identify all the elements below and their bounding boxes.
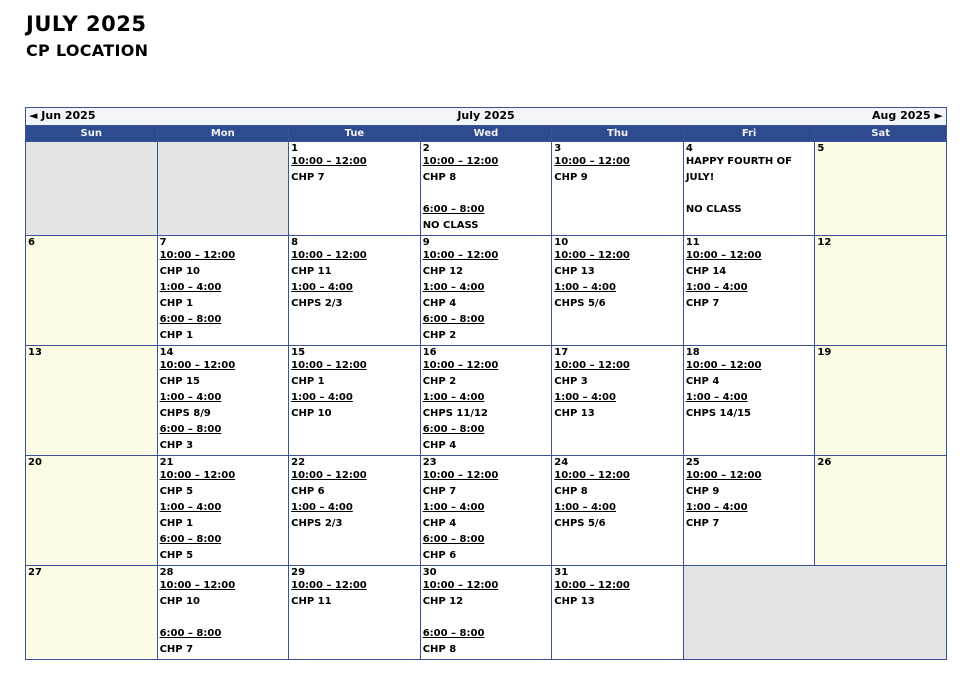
day-events <box>291 358 418 422</box>
event-time: 10:00 – 12:00 <box>554 470 630 481</box>
event-label: CHP 5 <box>159 486 194 497</box>
day-number: 14 <box>159 347 174 358</box>
day-number: 30 <box>422 567 437 578</box>
day-cell <box>552 142 684 236</box>
day-cell <box>420 236 552 346</box>
event-label: CHP 11 <box>291 266 332 277</box>
event-label: CHP 1 <box>291 376 325 387</box>
page-subtitle: CP LOCATION <box>26 41 149 60</box>
day-number: 1 <box>291 143 299 154</box>
event-time: 10:00 – 12:00 <box>291 250 367 261</box>
day-events <box>423 248 550 344</box>
day-events <box>160 248 287 344</box>
event-time: 1:00 – 4:00 <box>685 502 748 513</box>
event-time: 1:00 – 4:00 <box>685 282 748 293</box>
event-label: CHP 10 <box>159 596 200 607</box>
event-label: CHPS 2/3 <box>291 518 343 529</box>
day-events <box>423 578 550 658</box>
calendar <box>25 107 947 660</box>
day-events <box>291 468 418 532</box>
day-number: 5 <box>817 143 825 154</box>
event-time: 1:00 – 4:00 <box>291 392 353 403</box>
event-label: CHPS 5/6 <box>554 298 606 309</box>
day-number: 3 <box>554 143 562 154</box>
event-label: CHP 9 <box>685 486 720 497</box>
day-number: 16 <box>422 347 437 358</box>
event-label: JULY! <box>685 172 715 183</box>
event-label: CHP 6 <box>422 550 457 561</box>
event-time: 10:00 – 12:00 <box>422 470 499 481</box>
day-cell <box>289 142 421 236</box>
event-spacer <box>686 186 813 202</box>
event-time: 10:00 – 12:00 <box>685 360 762 371</box>
day-cell <box>420 566 552 660</box>
event-label: CHP 4 <box>422 518 457 529</box>
event-label: CHP 5 <box>159 550 194 561</box>
day-cell <box>683 456 815 566</box>
event-time: 1:00 – 4:00 <box>554 282 616 293</box>
day-number: 6 <box>28 237 35 248</box>
day-number: 21 <box>159 457 174 468</box>
day-cell <box>157 236 289 346</box>
day-number: 31 <box>554 567 569 578</box>
event-label: CHP 13 <box>554 596 595 607</box>
event-time: 10:00 – 12:00 <box>291 470 367 481</box>
event-time: 1:00 – 4:00 <box>422 282 485 293</box>
day-number: 25 <box>685 457 700 468</box>
weekday-header: Sun <box>26 126 158 142</box>
week-row <box>26 456 947 566</box>
event-label: CHP 4 <box>685 376 720 387</box>
event-label: CHPS 5/6 <box>554 518 606 529</box>
weekday-header: Mon <box>157 126 289 142</box>
event-label: CHP 3 <box>554 376 588 387</box>
day-number: 15 <box>291 347 306 358</box>
day-events <box>291 248 418 312</box>
day-events <box>686 468 813 532</box>
day-cell <box>815 456 947 566</box>
day-cell <box>815 142 947 236</box>
event-time: 6:00 – 8:00 <box>422 204 485 215</box>
event-label: CHP 10 <box>291 408 332 419</box>
event-time: 10:00 – 12:00 <box>422 360 499 371</box>
day-events <box>423 358 550 454</box>
day-cell <box>26 236 158 346</box>
event-time: 1:00 – 4:00 <box>554 392 616 403</box>
event-label: CHP 3 <box>159 440 194 451</box>
day-events <box>554 358 681 422</box>
event-label: CHP 1 <box>159 298 194 309</box>
day-events <box>291 154 418 186</box>
day-events <box>686 248 813 312</box>
event-time: 10:00 – 12:00 <box>291 580 367 591</box>
event-label: CHP 6 <box>291 486 325 497</box>
event-spacer <box>423 610 550 626</box>
day-cell <box>683 346 815 456</box>
event-time: 1:00 – 4:00 <box>422 502 485 513</box>
calendar-grid <box>25 125 947 660</box>
day-cell <box>26 456 158 566</box>
day-events <box>686 358 813 422</box>
event-label: CHP 10 <box>159 266 200 277</box>
day-number: 19 <box>817 347 832 358</box>
event-time: 6:00 – 8:00 <box>422 424 485 435</box>
weekday-header: Thu <box>552 126 684 142</box>
day-cell <box>815 236 947 346</box>
weekday-header: Tue <box>289 126 421 142</box>
event-label: NO CLASS <box>422 220 479 231</box>
event-label: CHP 4 <box>422 298 457 309</box>
day-number: 23 <box>422 457 437 468</box>
event-label: CHP 13 <box>554 408 595 419</box>
day-events <box>291 578 418 610</box>
day-cell <box>683 236 815 346</box>
event-label: CHPS 2/3 <box>291 298 343 309</box>
day-events <box>686 154 813 218</box>
event-label: CHP 2 <box>422 330 457 341</box>
event-label: CHP 7 <box>685 518 720 529</box>
event-time: 10:00 – 12:00 <box>422 250 499 261</box>
day-number: 29 <box>291 567 306 578</box>
week-row <box>26 142 947 236</box>
event-time: 1:00 – 4:00 <box>159 392 222 403</box>
empty-day-cell <box>683 566 946 660</box>
event-time: 10:00 – 12:00 <box>159 470 236 481</box>
day-events <box>554 154 681 186</box>
day-cell <box>26 566 158 660</box>
event-label: CHP 7 <box>685 298 720 309</box>
weekday-header: Wed <box>420 126 552 142</box>
event-label: CHP 13 <box>554 266 595 277</box>
day-cell <box>289 566 421 660</box>
event-label: CHP 7 <box>159 644 194 655</box>
week-row <box>26 346 947 456</box>
day-cell <box>289 456 421 566</box>
day-number: 20 <box>28 457 42 468</box>
event-label: CHP 8 <box>422 172 457 183</box>
current-month-label: July 2025 <box>457 109 515 122</box>
event-time: 1:00 – 4:00 <box>422 392 485 403</box>
day-cell <box>157 346 289 456</box>
event-time: 1:00 – 4:00 <box>159 282 222 293</box>
event-label: CHP 11 <box>291 596 332 607</box>
event-time: 1:00 – 4:00 <box>685 392 748 403</box>
day-cell <box>420 456 552 566</box>
day-number: 24 <box>554 457 569 468</box>
day-cell <box>683 142 815 236</box>
event-label: CHP 9 <box>554 172 588 183</box>
day-number: 13 <box>28 347 42 358</box>
day-events <box>554 578 681 610</box>
day-number: 18 <box>685 347 700 358</box>
event-time: 10:00 – 12:00 <box>554 580 630 591</box>
event-time: 6:00 – 8:00 <box>422 314 485 325</box>
day-number: 17 <box>554 347 569 358</box>
day-events <box>160 468 287 564</box>
event-time: 6:00 – 8:00 <box>422 534 485 545</box>
event-label: CHPS 11/12 <box>422 408 488 419</box>
day-number: 7 <box>159 237 167 248</box>
event-label: CHP 12 <box>422 266 464 277</box>
event-time: 1:00 – 4:00 <box>291 502 353 513</box>
day-cell <box>289 346 421 456</box>
event-label: CHP 1 <box>159 518 194 529</box>
day-cell <box>552 566 684 660</box>
event-time: 10:00 – 12:00 <box>685 250 762 261</box>
day-cell <box>552 346 684 456</box>
event-time: 10:00 – 12:00 <box>159 580 236 591</box>
empty-day-cell <box>157 142 289 236</box>
event-time: 10:00 – 12:00 <box>685 470 762 481</box>
event-label: CHP 4 <box>422 440 457 451</box>
day-number: 8 <box>291 237 299 248</box>
event-time: 10:00 – 12:00 <box>422 580 499 591</box>
event-label: CHP 14 <box>685 266 727 277</box>
prev-month-link[interactable]: ◄ Jun 2025 <box>29 109 96 122</box>
day-events <box>423 154 550 234</box>
calendar-nav <box>25 107 947 125</box>
event-time: 1:00 – 4:00 <box>291 282 353 293</box>
day-cell <box>157 456 289 566</box>
event-spacer <box>423 186 550 202</box>
day-events <box>160 358 287 454</box>
event-label: CHP 8 <box>554 486 588 497</box>
day-cell <box>157 566 289 660</box>
event-spacer <box>160 610 287 626</box>
day-cell <box>26 346 158 456</box>
day-number: 27 <box>28 567 42 578</box>
calendar-body <box>26 142 947 660</box>
day-cell <box>420 142 552 236</box>
day-events <box>554 248 681 312</box>
day-number: 10 <box>554 237 569 248</box>
event-time: 1:00 – 4:00 <box>159 502 222 513</box>
event-label: CHP 7 <box>291 172 325 183</box>
next-month-link[interactable]: Aug 2025 ► <box>872 109 943 122</box>
weekday-header-row <box>26 126 947 142</box>
event-label: CHPS 8/9 <box>159 408 211 419</box>
event-time: 6:00 – 8:00 <box>422 628 485 639</box>
day-cell <box>552 236 684 346</box>
event-time: 6:00 – 8:00 <box>159 534 222 545</box>
day-number: 12 <box>817 237 832 248</box>
event-label: CHP 7 <box>422 486 457 497</box>
event-time: 10:00 – 12:00 <box>554 156 630 167</box>
event-time: 6:00 – 8:00 <box>159 628 222 639</box>
event-label: CHP 12 <box>422 596 464 607</box>
day-cell <box>420 346 552 456</box>
event-label: CHPS 14/15 <box>685 408 752 419</box>
event-time: 10:00 – 12:00 <box>422 156 499 167</box>
event-label: CHP 8 <box>422 644 457 655</box>
day-cell <box>552 456 684 566</box>
event-label: HAPPY FOURTH OF <box>685 156 793 167</box>
week-row <box>26 566 947 660</box>
day-number: 2 <box>422 143 430 154</box>
day-number: 28 <box>159 567 174 578</box>
event-time: 6:00 – 8:00 <box>159 314 222 325</box>
weekday-header: Sat <box>815 126 947 142</box>
event-time: 10:00 – 12:00 <box>291 156 367 167</box>
day-number: 26 <box>817 457 832 468</box>
event-label: CHP 2 <box>422 376 457 387</box>
day-cell <box>289 236 421 346</box>
day-number: 22 <box>291 457 306 468</box>
event-time: 1:00 – 4:00 <box>554 502 616 513</box>
event-label: CHP 1 <box>159 330 194 341</box>
day-number: 4 <box>685 143 693 154</box>
event-time: 10:00 – 12:00 <box>554 250 630 261</box>
event-label: CHP 15 <box>159 376 200 387</box>
day-events <box>160 578 287 658</box>
event-label: NO CLASS <box>685 204 742 215</box>
event-time: 10:00 – 12:00 <box>291 360 367 371</box>
day-events <box>554 468 681 532</box>
page-title: JULY 2025 <box>26 12 147 36</box>
event-time: 6:00 – 8:00 <box>159 424 222 435</box>
day-number: 11 <box>685 237 700 248</box>
event-time: 10:00 – 12:00 <box>159 360 236 371</box>
day-number: 9 <box>422 237 430 248</box>
event-time: 10:00 – 12:00 <box>554 360 630 371</box>
day-cell <box>815 346 947 456</box>
empty-day-cell <box>26 142 158 236</box>
day-events <box>423 468 550 564</box>
week-row <box>26 236 947 346</box>
weekday-header: Fri <box>683 126 815 142</box>
event-time: 10:00 – 12:00 <box>159 250 236 261</box>
